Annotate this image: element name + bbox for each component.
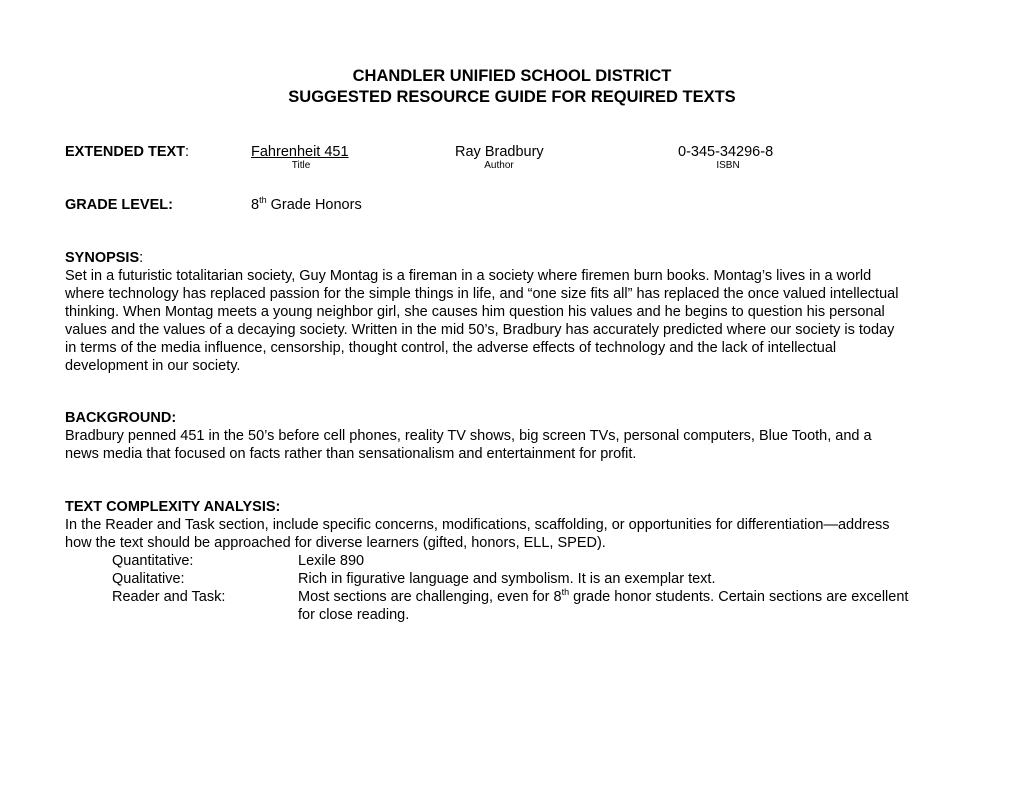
- book-author: Ray Bradbury: [455, 144, 544, 160]
- guide-title: SUGGESTED RESOURCE GUIDE FOR REQUIRED TEXTS: [288, 88, 736, 106]
- extended-text-label-group: [65, 143, 189, 161]
- book-title: Fahrenheit 451: [251, 144, 349, 160]
- synopsis-heading: [65, 249, 143, 267]
- extended-text-label: EXTENDED TEXT: [65, 144, 186, 160]
- synopsis-line: Set in a futuristic totalitarian society, Guy Montag is a fireman in a society where firemen burn books. Montag’s lives in a world: [65, 268, 872, 284]
- reader-task-value: [298, 588, 908, 606]
- grade-level-value: [251, 196, 362, 214]
- grade-number: 8: [251, 197, 260, 213]
- reader-task-sup: th: [561, 587, 570, 598]
- reader-task-text-b: grade honor students. Certain sections are excellent: [569, 589, 909, 605]
- district-title: CHANDLER UNIFIED SCHOOL DISTRICT: [352, 67, 672, 85]
- reader-task-text-a: Most sections are challenging, even for 8: [298, 589, 562, 605]
- grade-suffix: th: [259, 195, 267, 206]
- reader-task-label: Reader and Task:: [112, 589, 226, 605]
- qualitative-label: Qualitative:: [112, 571, 185, 587]
- book-isbn: 0-345-34296-8: [678, 144, 774, 160]
- quantitative-label: Quantitative:: [112, 553, 194, 569]
- complexity-intro-line: how the text should be approached for diverse learners (gifted, honors, ELL, SPED).: [65, 535, 606, 551]
- isbn-caption: ISBN: [716, 160, 740, 171]
- background-label: BACKGROUND:: [65, 410, 177, 426]
- synopsis-text: [65, 267, 965, 375]
- complexity-intro-line: In the Reader and Task section, include specific concerns, modifications, scaffolding, or opportunities for differentiation—address: [65, 517, 890, 533]
- author-caption: Author: [484, 160, 514, 171]
- grade-rest: Grade Honors: [266, 197, 362, 213]
- quantitative-value: Lexile 890: [298, 553, 365, 569]
- synopsis-line: in terms of the media influence, censorship, thought control, the adverse effects of technology and the lack of intellectual: [65, 340, 837, 356]
- extended-text-colon: :: [185, 144, 190, 160]
- title-caption: Title: [291, 160, 311, 171]
- background-line: Bradbury penned 451 in the 50’s before cell phones, reality TV shows, big screen TVs, personal computers, Blue Tooth, and a: [65, 428, 872, 444]
- reader-task-value-line2: for close reading.: [298, 607, 410, 623]
- complexity-label: TEXT COMPLEXITY ANALYSIS:: [65, 499, 281, 515]
- background-text: [65, 427, 965, 463]
- synopsis-line: thinking. When Montag meets a young neighbor girl, she causes him question his values and he begins to question his personal: [65, 304, 885, 320]
- synopsis-label: SYNOPSIS: [65, 250, 140, 266]
- synopsis-colon: :: [139, 250, 144, 266]
- synopsis-line: development in our society.: [65, 358, 241, 374]
- grade-level-label: GRADE LEVEL:: [65, 197, 173, 213]
- complexity-intro: [65, 516, 965, 552]
- synopsis-line: where technology has replaced passion for the simple things in life, and “one size fits all” has replaced the once valued intellectual: [65, 286, 899, 302]
- synopsis-line: values and the values of a decaying society. Written in the mid 50’s, Bradbury has accurately predicted where our society is today: [65, 322, 895, 338]
- qualitative-value: Rich in figurative language and symbolism. It is an exemplar text.: [298, 571, 716, 587]
- background-line: news media that focused on facts rather than sensationalism and entertainment for profit.: [65, 446, 637, 462]
